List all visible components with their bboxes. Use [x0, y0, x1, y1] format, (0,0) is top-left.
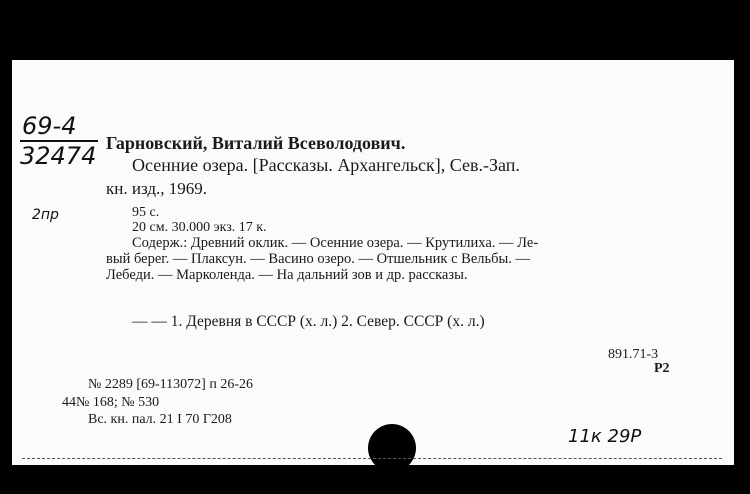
catalog-card — [12, 60, 734, 465]
contents-line-1: Содерж.: Древний оклик. — Осенние озера. — Крутилиха. — Ле- — [132, 235, 539, 251]
record-line-3: Вс. кн. пал. 21 I 70 Г208 — [88, 412, 232, 427]
record-line-1: № 2289 [69-113072] п 26-26 — [88, 377, 253, 392]
handwritten-note: 2пр — [32, 207, 59, 223]
pages: 95 с. — [132, 205, 160, 220]
bottom-edge-line — [22, 458, 722, 459]
record-line-2: 44№ 168; № 530 — [62, 395, 160, 410]
inventory-number: 32474 — [20, 142, 97, 170]
publisher-line: кн. изд., 1969. — [106, 179, 208, 198]
classification-code: 891.71-3 — [608, 347, 659, 362]
punch-hole — [368, 424, 416, 472]
subject-headings: — — 1. Деревня в СССР (х. л.) 2. Север. СССР (х. л.) — [132, 313, 485, 330]
title-line: Осенние озера. [Рассказы. Архангельск], Сев.-Зап. — [132, 155, 520, 175]
contents-line-2: вый берег. — Плаксун. — Васино озеро. — Отшельник с Вельбы. — — [106, 251, 530, 267]
format: 20 см. 30.000 экз. 17 к. — [132, 220, 267, 235]
shelf-mark: 69-4 — [22, 112, 77, 140]
contents-line-3: Лебеди. — Марколенда. — На дальний зов и др. рассказы. — [106, 267, 468, 283]
author-mark: Р2 — [654, 361, 670, 376]
bottom-handwriting: 11к 29Р — [568, 426, 642, 447]
author-heading: Гарновский, Виталий Всеволодович. — [106, 133, 406, 153]
